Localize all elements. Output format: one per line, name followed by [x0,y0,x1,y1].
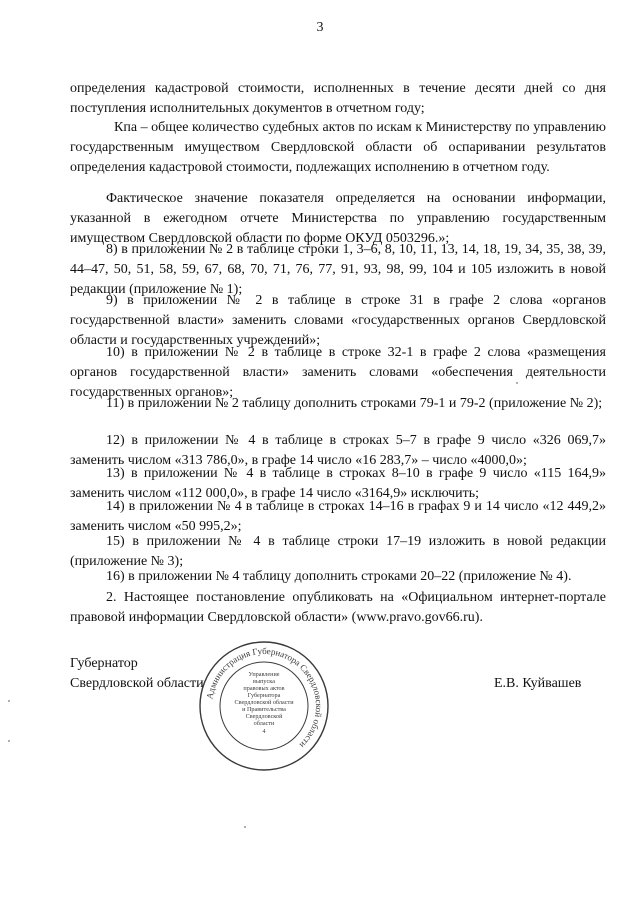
governor-title-line1: Губернатор [70,656,138,671]
paragraph-continuation: определения кадастровой стоимости, исполненных в течение десяти дней со дня поступления исполнительных документов в отчетном году; [70,81,606,116]
seal-line: Управление [248,671,280,678]
item-10: 10) в приложении № 2 в таблице в строке 32-1 в графе 2 слова «размещения органов государственной власти» заменить словами «обеспечения деятельности государственных органов»; [70,345,606,400]
item-11: 11) в приложении № 2 таблицу дополнить строками 79-1 и 79-2 (приложение № 2); [106,396,603,411]
page-number: 3 [316,20,324,35]
seal-line: Губернатора [247,692,281,699]
seal-line: и Правительства [242,706,286,713]
seal-line: правовых актов [243,685,285,692]
item-13: 13) в приложении № 4 в таблице в строках 8–10 в графе 9 число «115 164,9» заменить числом «112 000,0», в графе 14 число «3164,9» исключить; [70,466,606,501]
seal-line: области [253,720,275,727]
item-15: 15) в приложении № 4 в таблице строки 17–19 изложить в новой редакции (приложение № 3); [70,534,606,569]
scan-speck [8,700,10,702]
scan-speck [8,740,10,742]
seal-line: выпуска [253,678,275,685]
paragraph-publish: 2. Настоящее постановление опубликовать на «Официальном интернет-портале правовой информации Свердловской области» (www.pravo.gov66.ru). [70,590,606,625]
item-9: 9) в приложении № 2 в таблице в строке 31 в графе 2 слова «органов государственной власти» заменить словами «государственных органов Свердловской области и государственных учреждений»; [70,293,606,348]
governor-name: Е.В. Куйвашев [494,676,582,691]
seal-line: Свердловской [245,713,283,720]
seal-ring-text: Администрация Губернатора Свердловской области [204,645,325,751]
paragraph-kpa-definition: Кпа – общее количество судебных актов по искам к Министерству по управлению государственным имуществом Свердловской области об оспаривании результатов определения кадастровой стоимости, подлежащих исполнению в отчетном году. [70,120,606,175]
item-12: 12) в приложении № 4 в таблице в строках 5–7 в графе 9 число «326 069,7» заменить числом «313 786,0», в графе 14 число «16 283,7» – число «4000,0»; [70,433,606,468]
seal-line: Свердловской области [234,699,294,706]
paragraph-actual-value: Фактическое значение показателя определяется на основании информации, указанной в ежегодном отчете Министерства по управлению государственным имуществом Свердловской области по форме ОКУД 0503296.»; [70,191,606,246]
scan-speck [244,826,246,828]
seal-line: 4 [262,728,266,735]
governor-title-line2: Свердловской области [70,676,204,691]
scan-speck [516,382,518,384]
official-seal [196,638,332,774]
item-16: 16) в приложении № 4 таблицу дополнить строками 20–22 (приложение № 4). [106,569,572,584]
item-8: 8) в приложении № 2 в таблице строки 1, 3–6, 8, 10, 11, 13, 14, 18, 19, 34, 35, 38, 39, 44–47, 50, 51, 58, 59, 67, 68, 70, 71, 76, 77, 91, 93, 98, 99, 104 и 105 изложить в новой редакции (приложение № 1); [70,242,606,297]
governor-title [70,654,204,694]
item-14: 14) в приложении № 4 в таблице в строках 14–16 в графах 9 и 14 число «12 449,2» заменить числом «50 995,2»; [70,499,606,534]
